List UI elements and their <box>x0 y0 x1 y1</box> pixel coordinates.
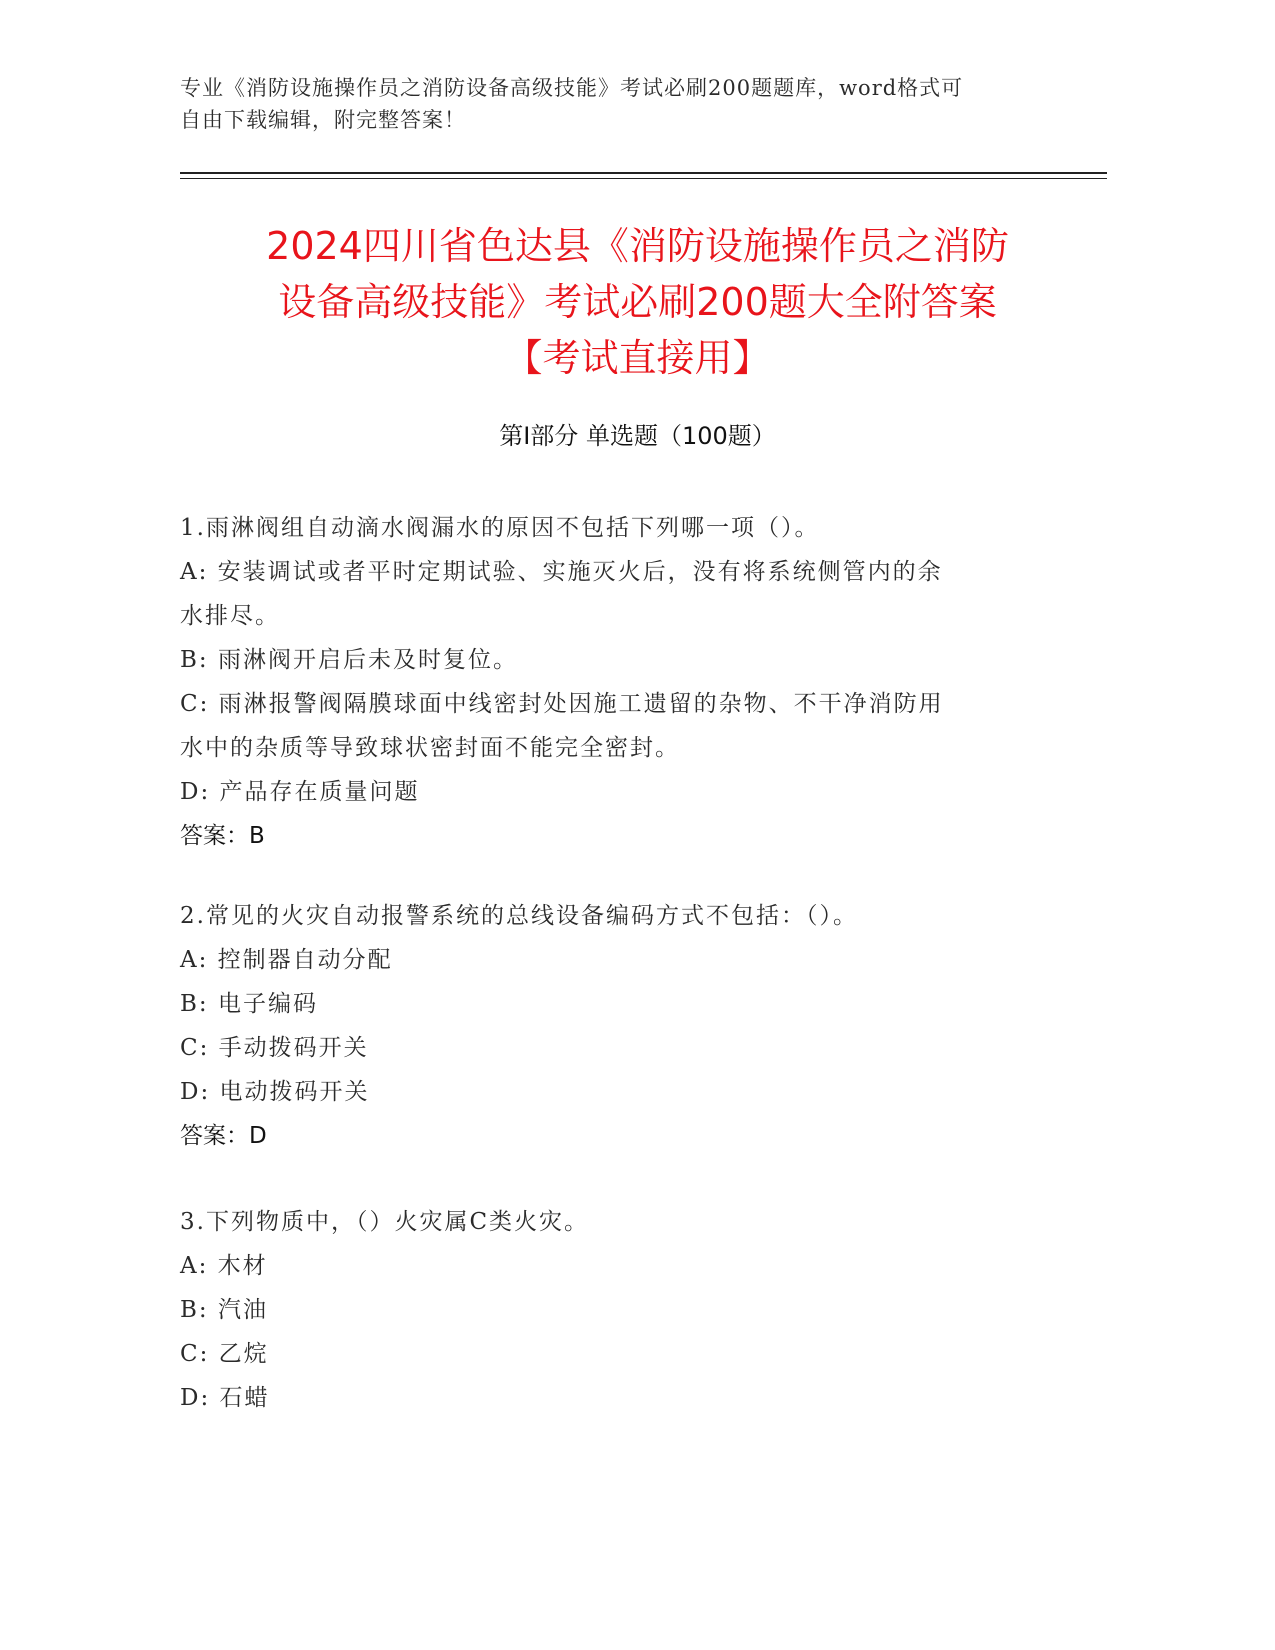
option-c-continued: 水中的杂质等导致球状密封面不能完全密封。 <box>180 735 680 761</box>
option-c: C: 雨淋报警阀隔膜球面中线密封处因施工遗留的杂物、不干净消防用 <box>180 691 944 717</box>
answer: 答案：B <box>180 823 265 849</box>
option-a: A: 控制器自动分配 <box>180 947 393 973</box>
option-a: A: 木材 <box>180 1253 268 1279</box>
header-note-line-1: 专业《消防设施操作员之消防设备高级技能》考试必刷200题题库，word格式可 <box>180 76 964 100</box>
option-d: D: 石蜡 <box>180 1385 270 1411</box>
header-note <box>180 72 1040 136</box>
option-b: B: 雨淋阀开启后未及时复位。 <box>180 647 518 673</box>
option-d: D: 电动拨码开关 <box>180 1079 370 1105</box>
document-title-line-3: 【考试直接用】 <box>504 336 771 380</box>
question-stem: 1.雨淋阀组自动滴水阀漏水的原因不包括下列哪一项（）。 <box>180 515 820 541</box>
option-b: B: 汽油 <box>180 1297 268 1323</box>
option-d: D: 产品存在质量问题 <box>180 779 420 805</box>
question-stem: 3.下列物质中，（）火灾属C类火灾。 <box>180 1209 590 1235</box>
header-divider-thin <box>180 178 1107 179</box>
question-1 <box>180 506 1040 858</box>
question-stem: 2.常见的火灾自动报警系统的总线设备编码方式不包括：（）。 <box>180 903 858 929</box>
question-3 <box>180 1200 1040 1420</box>
document-title-line-1: 2024四川省色达县《消防设施操作员之消防 <box>266 224 1009 268</box>
document-title <box>150 218 1125 386</box>
header-divider-thick <box>180 172 1107 174</box>
answer: 答案：D <box>180 1123 267 1149</box>
option-a: A: 安装调试或者平时定期试验、实施灭火后，没有将系统侧管内的余 <box>180 559 943 585</box>
question-2 <box>180 894 1040 1158</box>
section-heading: 第Ⅰ部分 单选题（100题） <box>499 422 776 450</box>
option-c: C: 乙烷 <box>180 1341 269 1367</box>
document-title-line-2: 设备高级技能》考试必刷200题大全附答案 <box>278 280 997 324</box>
option-a-continued: 水排尽。 <box>180 603 280 629</box>
header-note-line-2: 自由下载编辑，附完整答案！ <box>180 108 466 132</box>
option-b: B: 电子编码 <box>180 991 318 1017</box>
option-c: C: 手动拨码开关 <box>180 1035 369 1061</box>
